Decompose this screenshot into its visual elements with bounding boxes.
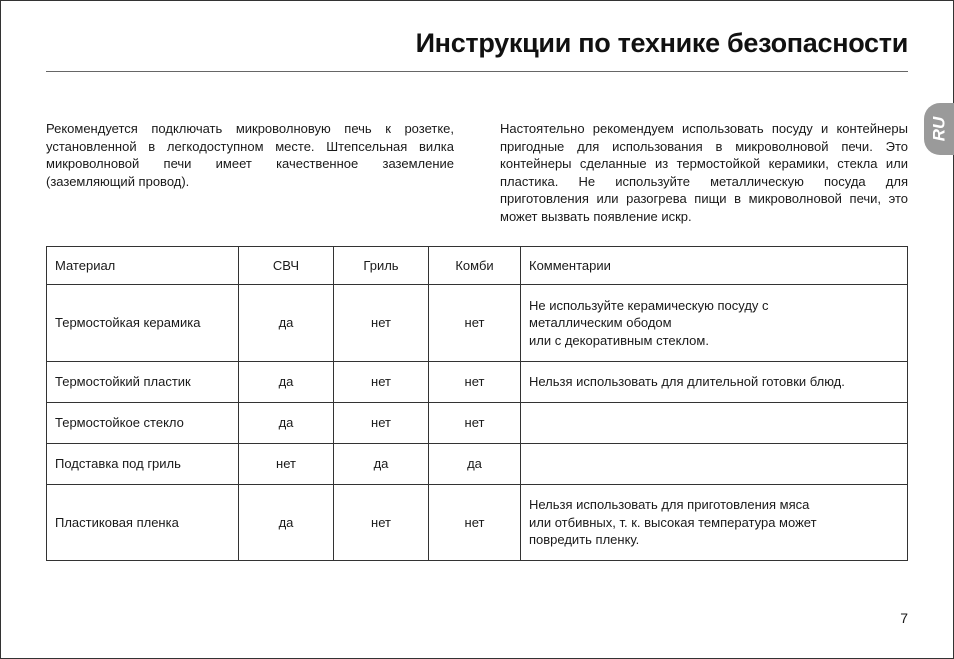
comment-line: Нельзя использовать для длительной готовки блюд. bbox=[529, 374, 845, 390]
table-row bbox=[47, 285, 908, 362]
cell-combi: нет bbox=[429, 285, 521, 362]
comment-line: металлическим ободом bbox=[529, 315, 672, 331]
cell-comment bbox=[521, 403, 908, 444]
cell-grill: нет bbox=[334, 403, 429, 444]
page-title: Инструкции по технике безопасности bbox=[415, 28, 908, 58]
table-row bbox=[47, 444, 908, 485]
comment-line: или отбивных, т. к. высокая температура может bbox=[529, 514, 817, 530]
cell-comment bbox=[521, 285, 908, 362]
language-tab bbox=[924, 103, 954, 155]
comment-line: или с декоративным стеклом. bbox=[529, 332, 709, 348]
table-row bbox=[47, 362, 908, 403]
cell-grill: нет bbox=[334, 285, 429, 362]
cell-material: Термостойкий пластик bbox=[47, 362, 239, 403]
cell-material: Термостойкая керамика bbox=[47, 285, 239, 362]
table-row bbox=[47, 403, 908, 444]
table-row bbox=[47, 485, 908, 561]
cell-grill: нет bbox=[334, 362, 429, 403]
cell-svch: да bbox=[239, 285, 334, 362]
cell-material: Термостойкое стекло bbox=[47, 403, 239, 444]
cell-svch: да bbox=[239, 362, 334, 403]
title-divider bbox=[46, 71, 908, 72]
header-comments: Комментарии bbox=[521, 247, 908, 285]
header-grill: Гриль bbox=[334, 247, 429, 285]
cell-combi: нет bbox=[429, 403, 521, 444]
cell-grill: да bbox=[334, 444, 429, 485]
header-combi: Комби bbox=[429, 247, 521, 285]
header-svch: СВЧ bbox=[239, 247, 334, 285]
header-material: Материал bbox=[47, 247, 239, 285]
comment-line: Нельзя использовать для приготовления мяса bbox=[529, 497, 810, 513]
page-number: 7 bbox=[900, 610, 908, 626]
cookware-compatibility-table bbox=[46, 246, 908, 561]
cell-svch: нет bbox=[239, 444, 334, 485]
cell-combi: нет bbox=[429, 485, 521, 561]
intro-right-paragraph: Настоятельно рекомендуем использовать посуду и контейнеры пригодные для использования в микроволновой печи. Это контейнеры сделанные из термостойкой керамики, стекла или пластика. Не используйте металлическую посуда для приготовления или разогрева пищи в микроволновой печи, это может вызвать появление искр. bbox=[500, 121, 908, 224]
cell-material: Пластиковая пленка bbox=[47, 485, 239, 561]
table-header-row bbox=[47, 247, 908, 285]
cell-comment bbox=[521, 362, 908, 403]
comment-line: Не используйте керамическую посуду с bbox=[529, 297, 769, 313]
cell-grill: нет bbox=[334, 485, 429, 561]
cell-svch: да bbox=[239, 485, 334, 561]
cell-material: Подставка под гриль bbox=[47, 444, 239, 485]
comment-line: повредить пленку. bbox=[529, 532, 640, 548]
cell-svch: да bbox=[239, 403, 334, 444]
cell-combi: да bbox=[429, 444, 521, 485]
cell-comment bbox=[521, 444, 908, 485]
cell-combi: нет bbox=[429, 362, 521, 403]
intro-left-paragraph: Рекомендуется подключать микроволновую печь к розетке, установленной в легкодоступном месте. Штепсельная вилка микроволновой печи имеет качественное заземление (заземляющий провод). bbox=[46, 121, 454, 189]
language-label: RU bbox=[929, 116, 948, 142]
cell-comment bbox=[521, 485, 908, 561]
